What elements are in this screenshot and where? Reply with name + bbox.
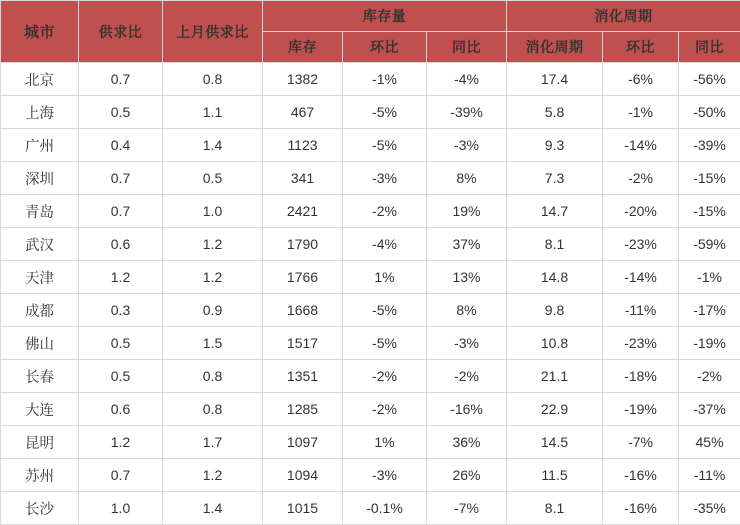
table-header — [1, 1, 740, 63]
cell-inventory-yoy: -3% — [427, 129, 507, 162]
cell-absorption-mom: -23% — [603, 327, 679, 360]
cell-inventory-yoy: 36% — [427, 426, 507, 459]
cell-absorption-yoy: -19% — [679, 327, 740, 360]
table-row — [1, 129, 740, 162]
cell-inventory: 1285 — [263, 393, 343, 426]
header-supply-ratio: 供求比 — [79, 1, 163, 63]
cell-absorption: 14.7 — [507, 195, 603, 228]
cell-supply-ratio: 0.5 — [79, 360, 163, 393]
cell-inventory-yoy: -16% — [427, 393, 507, 426]
cell-supply-ratio: 0.3 — [79, 294, 163, 327]
cell-inventory-mom: 1% — [343, 261, 427, 294]
cell-absorption: 7.3 — [507, 162, 603, 195]
cell-last-month-supply-ratio: 1.2 — [163, 228, 263, 261]
header-absorption-group: 消化周期 — [507, 1, 740, 32]
cell-city: 青岛 — [1, 195, 79, 228]
cell-absorption-yoy: -2% — [679, 360, 740, 393]
cell-inventory-mom: -2% — [343, 195, 427, 228]
cell-absorption-mom: -14% — [603, 261, 679, 294]
cell-last-month-supply-ratio: 1.4 — [163, 492, 263, 525]
cell-absorption: 10.8 — [507, 327, 603, 360]
cell-absorption-yoy: -15% — [679, 162, 740, 195]
cell-city: 成都 — [1, 294, 79, 327]
cell-city: 佛山 — [1, 327, 79, 360]
cell-absorption-mom: -18% — [603, 360, 679, 393]
cell-absorption: 11.5 — [507, 459, 603, 492]
cell-absorption: 21.1 — [507, 360, 603, 393]
header-absorption: 消化周期 — [507, 32, 603, 63]
cell-absorption-yoy: -11% — [679, 459, 740, 492]
cell-absorption-mom: -1% — [603, 96, 679, 129]
cell-inventory: 1517 — [263, 327, 343, 360]
cell-inventory-yoy: -4% — [427, 63, 507, 96]
cell-inventory: 1123 — [263, 129, 343, 162]
cell-last-month-supply-ratio: 1.4 — [163, 129, 263, 162]
cell-inventory-mom: -5% — [343, 129, 427, 162]
cell-absorption-mom: -7% — [603, 426, 679, 459]
table-row — [1, 195, 740, 228]
table-row — [1, 426, 740, 459]
cell-inventory-yoy: -7% — [427, 492, 507, 525]
cell-inventory-mom: -5% — [343, 96, 427, 129]
cell-absorption-mom: -6% — [603, 63, 679, 96]
table-row — [1, 96, 740, 129]
cell-supply-ratio: 0.6 — [79, 228, 163, 261]
cell-absorption-yoy: -39% — [679, 129, 740, 162]
cell-city: 昆明 — [1, 426, 79, 459]
cell-absorption-yoy: -59% — [679, 228, 740, 261]
cell-inventory-mom: -2% — [343, 393, 427, 426]
cell-inventory-mom: -3% — [343, 162, 427, 195]
cell-last-month-supply-ratio: 1.5 — [163, 327, 263, 360]
table-row — [1, 294, 740, 327]
header-inventory-yoy: 同比 — [427, 32, 507, 63]
cell-inventory-mom: -3% — [343, 459, 427, 492]
cell-city: 上海 — [1, 96, 79, 129]
cell-inventory-yoy: 8% — [427, 294, 507, 327]
cell-absorption-mom: -16% — [603, 492, 679, 525]
cell-absorption: 9.3 — [507, 129, 603, 162]
cell-city: 广州 — [1, 129, 79, 162]
cell-supply-ratio: 0.7 — [79, 162, 163, 195]
header-last-month-supply-ratio: 上月供求比 — [163, 1, 263, 63]
cell-city: 深圳 — [1, 162, 79, 195]
cell-supply-ratio: 1.2 — [79, 426, 163, 459]
cell-inventory: 1668 — [263, 294, 343, 327]
cell-supply-ratio: 0.5 — [79, 327, 163, 360]
header-city: 城市 — [1, 1, 79, 63]
cell-last-month-supply-ratio: 0.8 — [163, 63, 263, 96]
cell-absorption-yoy: -37% — [679, 393, 740, 426]
cell-absorption: 14.5 — [507, 426, 603, 459]
cell-absorption-yoy: -50% — [679, 96, 740, 129]
header-inventory-mom: 环比 — [343, 32, 427, 63]
cell-supply-ratio: 0.7 — [79, 195, 163, 228]
cell-last-month-supply-ratio: 1.2 — [163, 459, 263, 492]
cell-absorption: 5.8 — [507, 96, 603, 129]
table-row — [1, 162, 740, 195]
cell-inventory: 1766 — [263, 261, 343, 294]
cell-inventory-yoy: 13% — [427, 261, 507, 294]
cell-city: 苏州 — [1, 459, 79, 492]
header-absorption-mom: 环比 — [603, 32, 679, 63]
table-row — [1, 459, 740, 492]
table-row — [1, 327, 740, 360]
cell-absorption-mom: -2% — [603, 162, 679, 195]
table-row — [1, 63, 740, 96]
cell-inventory: 1094 — [263, 459, 343, 492]
header-inventory-group: 库存量 — [263, 1, 507, 32]
cell-inventory-yoy: 37% — [427, 228, 507, 261]
cell-last-month-supply-ratio: 1.7 — [163, 426, 263, 459]
cell-absorption-yoy: 45% — [679, 426, 740, 459]
cell-last-month-supply-ratio: 0.5 — [163, 162, 263, 195]
table-row — [1, 261, 740, 294]
cell-absorption-mom: -19% — [603, 393, 679, 426]
cell-supply-ratio: 0.7 — [79, 63, 163, 96]
cell-inventory-yoy: -2% — [427, 360, 507, 393]
cell-inventory: 1015 — [263, 492, 343, 525]
cell-absorption-mom: -11% — [603, 294, 679, 327]
cell-supply-ratio: 0.5 — [79, 96, 163, 129]
table-row — [1, 492, 740, 525]
cell-inventory: 2421 — [263, 195, 343, 228]
cell-absorption-yoy: -15% — [679, 195, 740, 228]
cell-last-month-supply-ratio: 0.9 — [163, 294, 263, 327]
cell-inventory-mom: -5% — [343, 294, 427, 327]
cell-absorption: 8.1 — [507, 492, 603, 525]
cell-absorption-yoy: -17% — [679, 294, 740, 327]
cell-inventory: 341 — [263, 162, 343, 195]
cell-inventory-mom: 1% — [343, 426, 427, 459]
cell-inventory-mom: -5% — [343, 327, 427, 360]
cell-supply-ratio: 0.6 — [79, 393, 163, 426]
cell-inventory: 467 — [263, 96, 343, 129]
cell-absorption-mom: -16% — [603, 459, 679, 492]
header-absorption-yoy: 同比 — [679, 32, 740, 63]
cell-city: 武汉 — [1, 228, 79, 261]
cell-inventory: 1382 — [263, 63, 343, 96]
table-row — [1, 228, 740, 261]
cell-absorption-mom: -20% — [603, 195, 679, 228]
cell-absorption: 9.8 — [507, 294, 603, 327]
cell-absorption: 8.1 — [507, 228, 603, 261]
cell-inventory-yoy: 8% — [427, 162, 507, 195]
cell-supply-ratio: 0.7 — [79, 459, 163, 492]
cell-inventory-yoy: -3% — [427, 327, 507, 360]
cell-inventory-mom: -1% — [343, 63, 427, 96]
cell-city: 大连 — [1, 393, 79, 426]
table-row — [1, 360, 740, 393]
cell-absorption: 17.4 — [507, 63, 603, 96]
cell-absorption: 14.8 — [507, 261, 603, 294]
table-body — [1, 63, 740, 525]
cell-supply-ratio: 0.4 — [79, 129, 163, 162]
cell-inventory-yoy: 26% — [427, 459, 507, 492]
cell-inventory-mom: -0.1% — [343, 492, 427, 525]
cell-absorption-yoy: -56% — [679, 63, 740, 96]
header-row-group — [1, 1, 740, 32]
table-row — [1, 393, 740, 426]
cell-last-month-supply-ratio: 1.1 — [163, 96, 263, 129]
cell-absorption: 22.9 — [507, 393, 603, 426]
cell-absorption-yoy: -35% — [679, 492, 740, 525]
cell-inventory: 1097 — [263, 426, 343, 459]
cell-inventory: 1351 — [263, 360, 343, 393]
cell-inventory-yoy: -39% — [427, 96, 507, 129]
cell-inventory-mom: -4% — [343, 228, 427, 261]
cell-last-month-supply-ratio: 0.8 — [163, 360, 263, 393]
cell-absorption-mom: -14% — [603, 129, 679, 162]
cell-inventory-yoy: 19% — [427, 195, 507, 228]
cell-city: 长沙 — [1, 492, 79, 525]
cell-last-month-supply-ratio: 1.2 — [163, 261, 263, 294]
cell-last-month-supply-ratio: 0.8 — [163, 393, 263, 426]
cell-inventory-mom: -2% — [343, 360, 427, 393]
cell-inventory: 1790 — [263, 228, 343, 261]
cell-supply-ratio: 1.0 — [79, 492, 163, 525]
cell-absorption-yoy: -1% — [679, 261, 740, 294]
cell-last-month-supply-ratio: 1.0 — [163, 195, 263, 228]
cell-absorption-mom: -23% — [603, 228, 679, 261]
header-inventory: 库存 — [263, 32, 343, 63]
cell-city: 天津 — [1, 261, 79, 294]
cell-city: 长春 — [1, 360, 79, 393]
cell-city: 北京 — [1, 63, 79, 96]
cell-supply-ratio: 1.2 — [79, 261, 163, 294]
